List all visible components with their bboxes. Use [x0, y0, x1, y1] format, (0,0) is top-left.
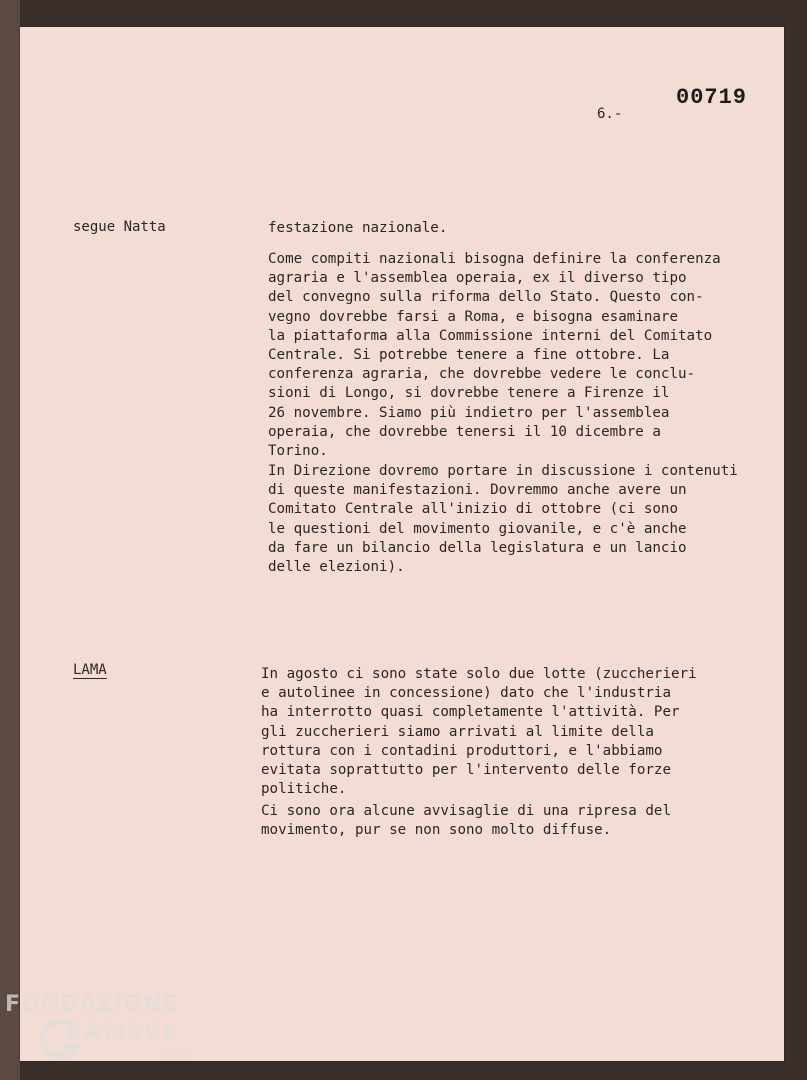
lama-paragraph-2: Ci sono ora alcune avvisaglie di una ripresa del movimento, pur se non sono molto diffuse.: [261, 803, 671, 839]
natta-paragraph-1: festazione nazionale.: [268, 220, 448, 236]
watermark-online: online: [163, 1050, 191, 1060]
document-number: 00719: [676, 85, 748, 110]
speaker-label-natta: segue Natta: [73, 219, 166, 235]
watermark-line-1: FONDAZIONE: [5, 992, 179, 1017]
watermark-line-2: RAMSCI: [65, 1020, 174, 1045]
lama-paragraph-1: In agosto ci sono state solo due lotte (zuccherieri e autolinee in concessione) dato che l'industria ha interrotto quasi completamente l'attività. Per gli zuccherieri siamo arrivati al limite della rottura con i contadini produttori, e l'abbiamo evitata soprattutto per l'intervento delle forze politiche.: [261, 666, 697, 798]
page-number: 6.-: [597, 106, 623, 122]
speaker-label-lama: LAMA: [73, 662, 107, 678]
scanner-edge: [0, 0, 20, 1080]
natta-paragraph-2: Come compiti nazionali bisogna definire la conferenza agraria e l'assemblea operaia, ex il diverso tipo del convegno sulla riforma dello Stato. Questo con- vegno dovrebbe farsi a Roma, e bisogna esaminare la piattaforma alla Commissione interni del Comitato Centrale. Si potrebbe tenere a fine ottobre. La conferenza agraria, che dovrebbe vedere le conclu- sioni di Longo, si dovrebbe tenere a Firenze il 26 novembre. Siamo più indietro per l'assemblea operaia, che dovrebbe tenersi il 10 dicembre a Torino.: [268, 251, 721, 460]
natta-paragraph-3: In Direzione dovremo portare in discussione i contenuti di queste manifestazioni. Dovremmo anche avere un Comitato Centrale all'inizio di ottobre (ci sono le questioni del movimento giovanile, e c'è anche da fare un bilancio della legislatura e un lancio delle elezioni).: [268, 463, 738, 576]
